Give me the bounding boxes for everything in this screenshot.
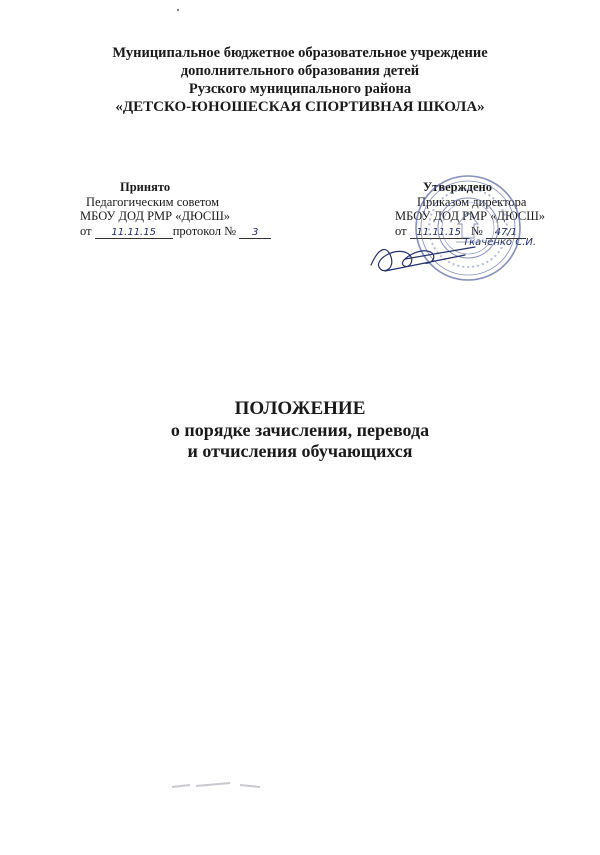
protocol-number: 3 [239,227,271,239]
header-line-3: Рузского муниципального района [188,81,412,97]
header-line-1: Муниципальное бюджетное образовательное учреждение [112,45,488,61]
document-subtitle-line-1: о порядке зачисления, перевода [170,420,430,440]
protocol-label: протокол № [172,223,237,238]
approved-heading: Утверждено [423,180,492,194]
document-subtitle-line-2: и отчисления обучающихся [187,441,413,461]
accepted-date: 11.11.15 [95,227,173,239]
accepted-heading: Принято [120,180,171,194]
signer-handwriting: Ткаченко С.И. [463,237,537,248]
accepted-date-line [80,224,310,239]
director-signature-icon [365,235,485,280]
document-title: ПОЛОЖЕНИЕ [234,398,366,419]
accepted-block [80,180,310,239]
accepted-from-label: от [80,223,92,238]
approved-body: Приказом директора [417,194,527,209]
approved-org: МБОУ ДОД РМР «ДЮСШ» [395,209,546,223]
approved-from-label: от [395,223,407,238]
document-title-block [0,398,600,462]
accepted-org: МБОУ ДОД РМР «ДЮСШ» [80,209,231,223]
accepted-body: Педагогическим советом [86,194,220,209]
scan-artifact [170,775,350,795]
header-line-2: дополнительного образования детей [180,63,420,79]
order-number-label: № [470,223,483,238]
approved-date: 11.11.15 [410,227,468,239]
institution-header [0,44,600,116]
school-name: «ДЕТСКО-ЮНОШЕСКАЯ СПОРТИВНАЯ ШКОЛА» [115,99,485,115]
scan-speck [176,8,180,12]
order-number: 47/1 [486,227,526,239]
